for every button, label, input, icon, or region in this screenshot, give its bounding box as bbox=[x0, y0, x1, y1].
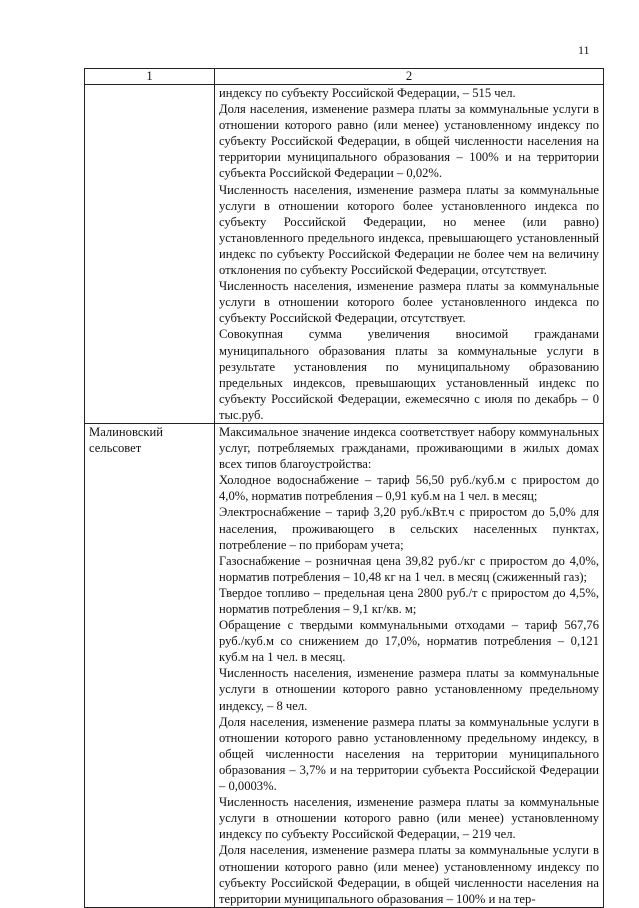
municipality-name-cell: Малиновский сельсовет bbox=[85, 423, 215, 907]
paragraph: Электроснабжение – тариф 3,20 руб./кВт.ч с приростом до 5,0% для населения, проживающего в сельских населенных пунктах, потребление – по приборам учета; bbox=[219, 505, 599, 552]
paragraph: Доля населения, изменение размера платы за коммунальные услуги в отношении которого равно установленному предельному индексу, в общей численности населения на территории муниципального образования – 3,7% и на территории субъекта Российской Федерации – 0,0003%. bbox=[219, 714, 599, 794]
paragraph: Твердое топливо – предельная цена 2800 руб./т с приростом до 4,5%, норматив потребления – 9,1 кг/кв. м; bbox=[219, 585, 599, 616]
indicators-cell bbox=[215, 85, 604, 424]
document-table bbox=[84, 68, 604, 908]
paragraph: Доля населения, изменение размера платы за коммунальные услуги в отношении которого равно (или менее) установленному индексу по субъекту Российской Федерации, в общей численности населения на территории муниципального образования – 100% и на территории субъекта Российской Федерации – 0,02%. bbox=[219, 102, 599, 181]
paragraph: Численность населения, изменение размера платы за коммунальные услуги в отношении которого более установленного индекса по субъекту Российской Федерации, но менее (или равно) установленного предельного индекса, превышающего установленный индекс по субъекту Российской Федерации не более чем на величину отклонения по субъекту Российской Федерации, отсутствует. bbox=[219, 182, 599, 278]
table-header-row bbox=[85, 69, 604, 85]
paragraph: Совокупная сумма увеличения вносимой гражданами муниципального образования платы за коммунальные услуги в результате установления по муниципальному образованию предельных индексов, превышающих установленный индекс по субъекту Российской Федерации, ежемесячно с июля по декабрь – 0 тыс.руб. bbox=[219, 327, 599, 422]
page-number: 11 bbox=[578, 43, 590, 57]
paragraph: Доля населения, изменение размера платы за коммунальные услуги в отношении которого равно (или менее) установленному индексу по субъекту Российской Федерации, в общей численности населения на территории муниципального образования – 100% и на тер- bbox=[219, 843, 599, 906]
paragraph: индексу по субъекту Российской Федерации, – 515 чел. bbox=[219, 86, 516, 100]
column-header-1: 1 bbox=[85, 69, 215, 85]
paragraph: Максимальное значение индекса соответствует набору коммунальных услуг, потребляемых гражданами, проживающими в жилых домах всех типов благоустройства: bbox=[219, 424, 599, 472]
paragraph: Численность населения, изменение размера платы за коммунальные услуги в отношении которого более установленного индекса по субъекту Российской Федерации, отсутствует. bbox=[219, 279, 599, 326]
table-row bbox=[85, 85, 604, 424]
paragraph: Численность населения, изменение размера платы за коммунальные услуги в отношении которого равно установленному предельному индексу, – 8 чел. bbox=[219, 666, 599, 713]
municipality-name-cell bbox=[85, 85, 215, 424]
column-header-2: 2 bbox=[215, 69, 604, 85]
paragraph: Обращение с твердыми коммунальными отходами – тариф 567,76 руб./куб.м со снижением до 17,0%, норматив потребления – 0,121 куб.м на 1 чел. в месяц. bbox=[219, 618, 599, 665]
paragraph: Газоснабжение – розничная цена 39,82 руб./кг с приростом до 4,0%, норматив потребления – 10,48 кг на 1 чел. в месяц (сжиженный газ); bbox=[219, 553, 599, 584]
paragraph: Холодное водоснабжение – тариф 56,50 руб./куб.м с приростом до 4,0%, норматив потребления – 0,91 куб.м на 1 чел. в месяц; bbox=[219, 473, 599, 504]
indicators-cell bbox=[215, 423, 604, 907]
table-row bbox=[85, 423, 604, 907]
paragraph: Численность населения, изменение размера платы за коммунальные услуги в отношении которого равно (или менее) установленному индексу по субъекту Российской Федерации, – 219 чел. bbox=[219, 795, 599, 842]
